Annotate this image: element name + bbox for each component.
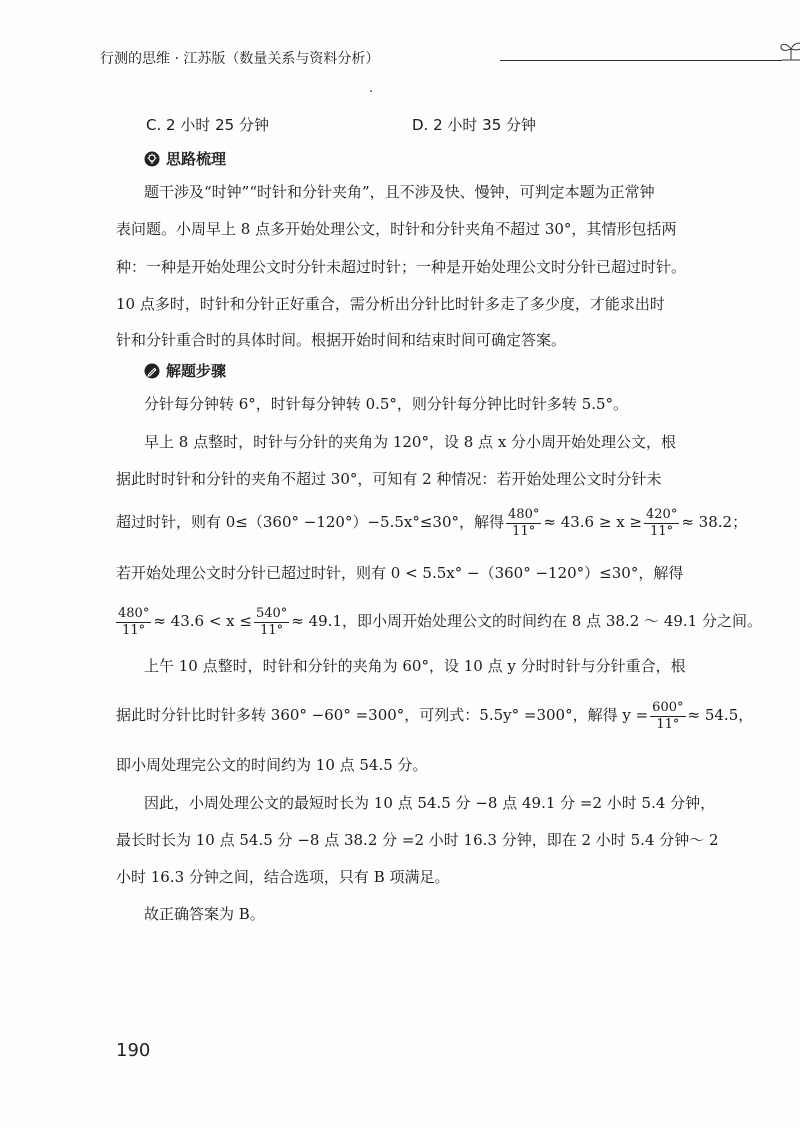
step4-line-1: 因此，小周处理公文的最短时长为 10 点 54.5 分 −8 点 49.1 分 =2 小时 5.4 分钟， [144,794,716,812]
approach-line-5: 针和分针重合时的具体时间。根据开始时间和结束时间可确定答案。 [116,331,567,349]
step2-line-3 [116,504,748,540]
fraction-420-11: $\frac{420^\circ}{11^\circ}$ [646,506,678,539]
step2-line-3-text-b: ≈ 43.6 ≥ x ≥ [543,513,642,531]
page-number: 190 [116,1040,151,1061]
scan-speck [370,90,372,92]
step2-line-1: 早上 8 点整时，时针与分针的夹角为 120°，设 8 点 x 分小周开始处理公文，根 [144,433,677,451]
fraction-600-11: $\frac{600^\circ}{11^\circ}$ [652,699,684,732]
step3-line-3: 即小周处理完公文的时间约为 10 点 54.5 分。 [116,756,428,774]
fraction-480-11-b: $\frac{480^\circ}{11^\circ}$ [118,605,150,638]
fraction-480-11: $\frac{480^\circ}{11^\circ}$ [508,506,540,539]
pencil-icon [144,363,160,379]
step2-line-5-text-b: ≈ 49.1，即小周开始处理公文的时间约在 8 点 38.2 ～ 49.1 分之间。 [291,612,762,630]
step3-line-2-text-b: ≈ 54.5， [687,706,754,724]
section-approach [144,148,226,169]
step2-line-2: 据此时时针和分针的夹角不超过 30°，可知有 2 种情况：若开始处理公文时分针未 [116,470,662,488]
step4-line-3: 小时 16.3 分钟之间，结合选项，只有 B 项满足。 [116,868,450,886]
approach-line-2: 表问题。小周早上 8 点多开始处理公文，时针和分针夹角不超过 30°，其情形包括两 [116,220,677,238]
step-rates: 分针每分钟转 6°，时针每分钟转 0.5°，则分针每分钟比时针多转 5.5°。 [144,395,629,413]
running-header [100,46,712,74]
section-steps [144,360,226,381]
sprout-icon [776,38,800,64]
step3-line-2-text-a: 据此时分针比时针多转 360° −60° =300°，可列式：5.5y° =300°，解得 y = [116,706,649,724]
step3-line-2 [116,697,754,733]
option-c: C. 2 小时 25 分钟 [146,116,269,134]
step3-line-1: 上午 10 点整时，时针和分针的夹角为 60°，设 10 点 y 分时时针与分针重合，根 [144,657,686,675]
bulb-icon [144,151,160,167]
step2-line-3-text-c: ≈ 38.2； [681,513,748,531]
step2-line-5 [116,603,762,639]
step2-line-3-text-a: 超过时针，则有 0≤（360° −120°）−5.5x°≤30°，解得 [116,513,505,531]
step2-line-5-text-a: ≈ 43.6 < x ≤ [153,612,252,630]
section-approach-title: 思路梳理 [166,150,227,168]
fraction-540-11: $\frac{540^\circ}{11^\circ}$ [255,605,288,638]
section-steps-title: 解题步骤 [166,362,227,380]
header-rule [500,60,782,61]
approach-line-3: 种：一种是开始处理公文时分针未超过时针；一种是开始处理公文时分针已超过时针。 [116,258,687,276]
conclusion: 故正确答案为 B。 [144,905,265,923]
approach-line-1: 题干涉及“时钟”“时针和分针夹角”，且不涉及快、慢钟，可判定本题为正常钟 [144,183,655,201]
approach-line-4: 10 点多时，时针和分针正好重合，需分析出分针比时针多走了多少度，才能求出时 [116,295,665,313]
step2-line-4: 若开始处理公文时分针已超过时针，则有 0 < 5.5x° −（360° −120°）≤30°，解得 [116,564,684,582]
step4-line-2: 最长时长为 10 点 54.5 分 −8 点 38.2 分 =2 小时 16.3 分钟，即在 2 小时 5.4 分钟～ 2 [116,831,719,849]
option-d: D. 2 小时 35 分钟 [412,116,537,134]
header-title: 行测的思维 · 江苏版（数量关系与资料分析） [100,51,380,67]
